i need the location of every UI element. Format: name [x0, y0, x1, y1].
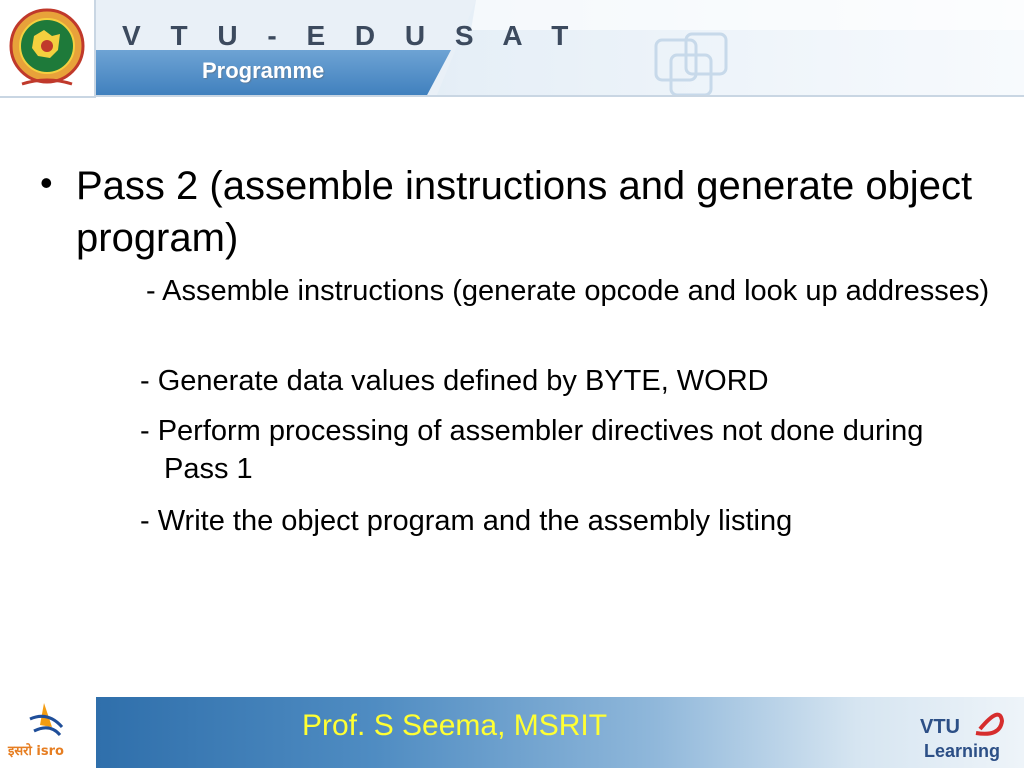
- vtu-logo-box: [0, 0, 96, 98]
- isro-logo-text: इसरो isro: [8, 744, 64, 759]
- main-bullet-text: Pass 2 (assemble instructions and generate object program): [76, 164, 973, 260]
- sub-item-generate-data: - Generate data values defined by BYTE, WORD: [140, 365, 769, 397]
- footer-credit: Prof. S Seema, MSRIT: [302, 709, 608, 742]
- bullet-dot-icon: •: [40, 162, 53, 203]
- sub-item-directives: - Perform processing of assembler directives not done during Pass 1: [140, 415, 924, 485]
- isro-logo-box: [0, 697, 94, 768]
- edusat-banner: [96, 0, 1024, 97]
- slide-header: [0, 0, 1024, 97]
- vtu-emblem-icon: [8, 6, 86, 90]
- banner-title: V T U - E D U S A T: [122, 20, 580, 51]
- sub-item-write-object: - Write the object program and the assembly listing: [140, 505, 793, 537]
- vtu-learning-logo-icon: [910, 703, 1010, 765]
- banner-subtitle: Programme: [202, 58, 325, 83]
- learning-logo-text: Learning: [924, 741, 1001, 761]
- sub-item-assemble: - Assemble instructions (generate opcode and look up addresses): [146, 275, 990, 307]
- isro-logo-icon: [0, 697, 94, 768]
- vtu-logo-text: VTU: [920, 716, 960, 738]
